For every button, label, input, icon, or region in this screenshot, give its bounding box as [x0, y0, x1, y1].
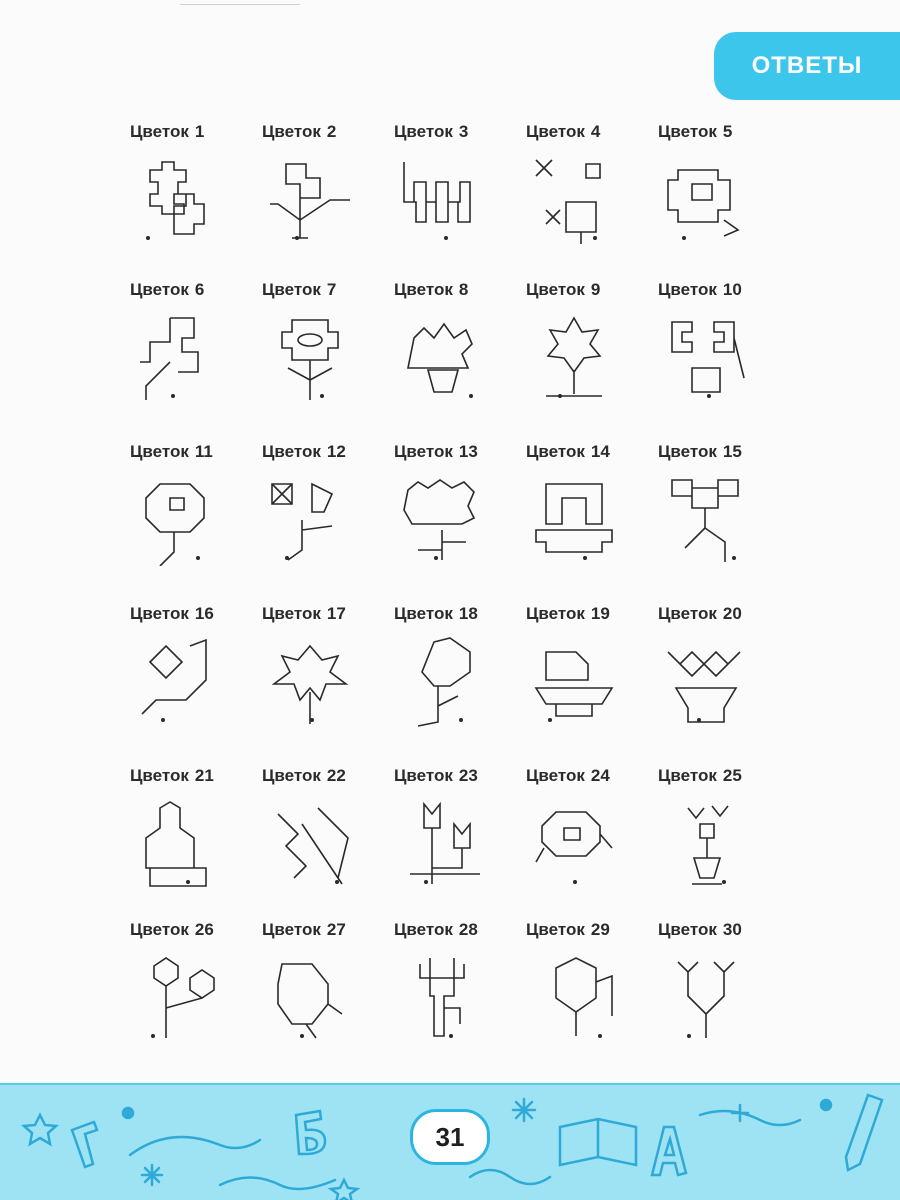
flower-label-number: 14 [590, 442, 610, 461]
flower-answer-2 [250, 118, 382, 276]
flower-answer-14 [514, 438, 646, 600]
flower-answer-27 [250, 916, 382, 1066]
flower-label-word: Цветок [130, 604, 189, 623]
flower-answer-11 [118, 438, 250, 600]
start-dot-icon [449, 1034, 453, 1038]
flower-answer-29 [514, 916, 646, 1066]
flower-drawing [130, 632, 226, 728]
flower-label [658, 920, 742, 940]
flower-outline [672, 480, 738, 562]
flower-answer-26 [118, 916, 250, 1066]
flower-label-number: 8 [458, 280, 469, 299]
open-book-icon [560, 1119, 636, 1165]
flower-drawing [658, 632, 754, 728]
flower-label-number: 10 [722, 280, 742, 299]
flower-outline [678, 962, 734, 1038]
flower-outline [410, 804, 480, 884]
flower-label [658, 280, 742, 300]
start-dot-icon [320, 394, 324, 398]
start-dot-icon [146, 236, 150, 240]
star-icon [331, 1180, 357, 1200]
flower-outline [418, 638, 470, 726]
page-number-badge [410, 1109, 490, 1165]
flower-outline [270, 164, 350, 238]
flower-outline [536, 812, 612, 862]
flower-label [262, 280, 336, 300]
flower-drawing [262, 470, 358, 566]
flower-outline [150, 162, 204, 234]
flower-drawing [526, 308, 622, 404]
flower-drawing [658, 470, 754, 566]
flower-label-number: 29 [590, 920, 610, 939]
start-dot-icon [444, 236, 448, 240]
flower-label [658, 122, 732, 142]
flower-label-number: 3 [458, 122, 469, 141]
letter-b-icon [296, 1111, 325, 1154]
flower-label-number: 28 [458, 920, 478, 939]
flower-label-word: Цветок [526, 280, 585, 299]
flower-drawing [526, 470, 622, 566]
flower-answer-7 [250, 276, 382, 438]
flower-label [130, 280, 204, 300]
answers-header-tab [714, 32, 900, 100]
flower-drawing [394, 308, 490, 404]
flower-label [526, 442, 610, 462]
flower-drawing [262, 948, 358, 1044]
flower-outline [672, 322, 744, 392]
flower-label [262, 442, 346, 462]
flower-label-word: Цветок [658, 766, 717, 785]
flower-label-word: Цветок [394, 122, 453, 141]
flower-label-number: 7 [326, 280, 337, 299]
flower-label [262, 766, 346, 786]
flower-outline [668, 652, 740, 722]
flower-label-number: 21 [194, 766, 214, 785]
flower-drawing [394, 632, 490, 728]
start-dot-icon [722, 880, 726, 884]
flower-answer-6 [118, 276, 250, 438]
flower-answer-23 [382, 762, 514, 916]
start-dot-icon [285, 556, 289, 560]
start-dot-icon [151, 1034, 155, 1038]
flower-answer-25 [646, 762, 778, 916]
flower-answer-5 [646, 118, 778, 276]
flower-answer-12 [250, 438, 382, 600]
flower-label-number: 1 [194, 122, 205, 141]
flower-label-number: 20 [722, 604, 742, 623]
flower-drawing [262, 150, 358, 246]
flower-label-word: Цветок [658, 920, 717, 939]
flower-label-word: Цветок [526, 442, 585, 461]
flower-label [526, 920, 610, 940]
flower-label-word: Цветок [394, 442, 453, 461]
flower-label [526, 280, 600, 300]
flower-answer-22 [250, 762, 382, 916]
flower-label [394, 920, 478, 940]
flower-label-number: 16 [194, 604, 214, 623]
flower-outline [142, 640, 206, 714]
flower-label-word: Цветок [262, 280, 321, 299]
flower-label-number: 9 [590, 280, 601, 299]
flower-label [526, 604, 610, 624]
flower-label [130, 604, 214, 624]
top-edge-scrap [180, 0, 300, 5]
flower-label-word: Цветок [262, 766, 321, 785]
flower-label [394, 280, 468, 300]
squiggle-line [470, 1170, 550, 1184]
flower-label [394, 604, 478, 624]
squiggle-line [220, 1178, 335, 1190]
flower-outline [278, 808, 348, 884]
swirl-line [130, 1137, 260, 1155]
flower-label-word: Цветок [394, 280, 453, 299]
start-dot-icon [682, 236, 686, 240]
flower-drawing [394, 794, 490, 890]
start-dot-icon [558, 394, 562, 398]
start-dot-icon [196, 556, 200, 560]
flower-label-number: 12 [326, 442, 346, 461]
flower-outline [668, 170, 738, 236]
start-dot-icon [469, 394, 473, 398]
flower-label-word: Цветок [658, 280, 717, 299]
flower-label-word: Цветок [130, 280, 189, 299]
flower-label-word: Цветок [262, 920, 321, 939]
letter-g-icon [72, 1122, 97, 1167]
flower-answer-3 [382, 118, 514, 276]
flower-label [658, 604, 742, 624]
flower-label [130, 766, 214, 786]
flower-answer-13 [382, 438, 514, 600]
flower-drawing [658, 308, 754, 404]
flower-outline [146, 484, 204, 566]
flower-label-number: 24 [590, 766, 610, 785]
flower-label-number: 13 [458, 442, 478, 461]
flower-answer-10 [646, 276, 778, 438]
start-dot-icon [335, 880, 339, 884]
flower-drawing [262, 632, 358, 728]
start-dot-icon [687, 1034, 691, 1038]
page-number: 31 [435, 1121, 465, 1152]
flower-label [526, 122, 600, 142]
flower-label [658, 442, 742, 462]
flower-drawing [130, 470, 226, 566]
flower-outline [272, 484, 332, 560]
start-dot-icon [300, 1034, 304, 1038]
flower-outline [536, 652, 612, 716]
flower-outline [404, 162, 470, 222]
flower-label [130, 920, 214, 940]
start-dot-icon [583, 556, 587, 560]
flower-label-number: 5 [722, 122, 733, 141]
flower-drawing [526, 150, 622, 246]
flower-label-word: Цветок [394, 920, 453, 939]
flower-answer-28 [382, 916, 514, 1066]
flower-drawing [526, 632, 622, 728]
flower-label-word: Цветок [262, 122, 321, 141]
flower-answer-18 [382, 600, 514, 762]
flower-answer-8 [382, 276, 514, 438]
flower-drawing [394, 948, 490, 1044]
flower-answer-20 [646, 600, 778, 762]
flower-answer-19 [514, 600, 646, 762]
start-dot-icon [295, 236, 299, 240]
flower-outline [420, 958, 464, 1036]
flower-label-number: 2 [326, 122, 337, 141]
pencil-icon [846, 1095, 882, 1170]
flower-answer-24 [514, 762, 646, 916]
flower-answer-4 [514, 118, 646, 276]
flower-outline [546, 318, 602, 396]
dot-icon [123, 1108, 133, 1118]
answers-title: ОТВЕТЫ [751, 52, 863, 79]
flower-label [262, 122, 336, 142]
flower-label-number: 23 [458, 766, 478, 785]
flower-label-word: Цветок [394, 766, 453, 785]
flower-label-number: 15 [722, 442, 742, 461]
flower-label [262, 604, 346, 624]
flower-label-word: Цветок [262, 604, 321, 623]
flower-drawing [658, 794, 754, 890]
flower-answer-21 [118, 762, 250, 916]
flower-drawing [130, 308, 226, 404]
flower-outline [278, 964, 342, 1038]
flower-label-number: 22 [326, 766, 346, 785]
flower-label [394, 766, 478, 786]
flower-drawing [526, 948, 622, 1044]
flower-outline [282, 320, 338, 400]
flower-label-word: Цветок [130, 442, 189, 461]
flower-answer-9 [514, 276, 646, 438]
flower-outline [404, 480, 474, 560]
flower-label-number: 26 [194, 920, 214, 939]
start-dot-icon [707, 394, 711, 398]
flower-drawing [262, 308, 358, 404]
flower-label-word: Цветок [526, 604, 585, 623]
flower-answer-30 [646, 916, 778, 1066]
start-dot-icon [310, 718, 314, 722]
start-dot-icon [548, 718, 552, 722]
start-dot-icon [593, 236, 597, 240]
flower-label-number: 27 [326, 920, 346, 939]
flower-label-word: Цветок [130, 766, 189, 785]
flower-label-word: Цветок [658, 122, 717, 141]
flower-label [394, 122, 468, 142]
flower-drawing [130, 794, 226, 890]
start-dot-icon [598, 1034, 602, 1038]
flower-drawing [130, 150, 226, 246]
flower-outline [274, 646, 346, 724]
flower-label-number: 30 [722, 920, 742, 939]
flower-label-number: 6 [194, 280, 205, 299]
flower-label-word: Цветок [526, 766, 585, 785]
flower-label [130, 442, 213, 462]
flower-label-word: Цветок [262, 442, 321, 461]
flower-answers-grid [118, 118, 798, 1066]
flower-drawing [262, 794, 358, 890]
flower-outline [146, 802, 206, 886]
flower-answer-17 [250, 600, 382, 762]
flower-answer-1 [118, 118, 250, 276]
flower-label [130, 122, 204, 142]
flower-outline [688, 806, 728, 884]
start-dot-icon [161, 718, 165, 722]
start-dot-icon [459, 718, 463, 722]
flower-label-number: 11 [194, 442, 213, 461]
flower-label-word: Цветок [394, 604, 453, 623]
flower-answer-16 [118, 600, 250, 762]
flower-label-word: Цветок [130, 122, 189, 141]
start-dot-icon [171, 394, 175, 398]
flower-drawing [658, 150, 754, 246]
flower-label-word: Цветок [658, 442, 717, 461]
flower-label [526, 766, 610, 786]
flower-label-number: 17 [326, 604, 346, 623]
snowflake-icon [513, 1099, 535, 1121]
start-dot-icon [732, 556, 736, 560]
flower-label-number: 19 [590, 604, 610, 623]
squiggle-line [700, 1111, 800, 1125]
flower-drawing [658, 948, 754, 1044]
flower-label-word: Цветок [526, 920, 585, 939]
flower-drawing [394, 470, 490, 566]
flower-label-word: Цветок [130, 920, 189, 939]
start-dot-icon [573, 880, 577, 884]
flower-label-word: Цветок [658, 604, 717, 623]
flower-drawing [526, 794, 622, 890]
flower-outline [556, 958, 612, 1036]
flower-answer-15 [646, 438, 778, 600]
start-dot-icon [434, 556, 438, 560]
flower-label-number: 4 [590, 122, 601, 141]
flower-label-number: 18 [458, 604, 478, 623]
flower-drawing [394, 150, 490, 246]
flower-label-number: 25 [722, 766, 742, 785]
flower-label-word: Цветок [526, 122, 585, 141]
flower-label [262, 920, 346, 940]
star-icon [24, 1115, 56, 1144]
flower-outline [536, 484, 612, 552]
flower-label [658, 766, 742, 786]
flower-outline [536, 160, 600, 244]
flower-label [394, 442, 478, 462]
flower-outline [408, 324, 472, 392]
decorative-footer [0, 1083, 900, 1200]
start-dot-icon [424, 880, 428, 884]
start-dot-icon [186, 880, 190, 884]
flower-outline [140, 318, 198, 400]
flower-outline [154, 958, 214, 1038]
letter-a-icon [652, 1127, 686, 1175]
start-dot-icon [697, 718, 701, 722]
dot-icon [821, 1100, 831, 1110]
snowflake-icon [142, 1165, 162, 1185]
flower-drawing [130, 948, 226, 1044]
